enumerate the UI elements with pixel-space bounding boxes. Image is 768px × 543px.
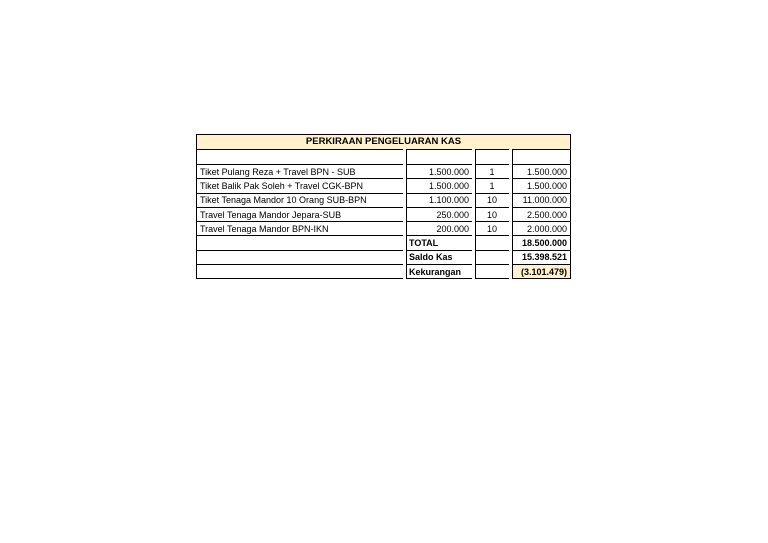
item-quantity: 10 [474, 207, 511, 221]
item-description: Tiket Tenaga Mandor 10 Orang SUB-BPN [197, 193, 405, 207]
table-row [197, 207, 571, 221]
item-description: Travel Tenaga Mandor BPN-IKN [197, 222, 405, 236]
table-row [197, 179, 571, 193]
shortage-row [197, 265, 571, 279]
item-quantity: 1 [474, 179, 511, 193]
item-description: Tiket Pulang Reza + Travel BPN - SUB [197, 165, 405, 179]
item-unit-price: 200.000 [405, 222, 474, 236]
item-total: 2.000.000 [511, 222, 571, 236]
saldo-label: Saldo Kas [405, 250, 474, 264]
cash-expense-table [196, 134, 571, 279]
shortage-value: (3.101.479) [511, 265, 571, 279]
blank-cell [197, 150, 405, 165]
blank-row [197, 150, 571, 165]
title-row [197, 135, 571, 150]
table-row [197, 193, 571, 207]
item-total: 1.500.000 [511, 179, 571, 193]
blank-cell [474, 250, 511, 264]
item-total: 11.000.000 [511, 193, 571, 207]
blank-cell [197, 250, 405, 264]
item-quantity: 10 [474, 193, 511, 207]
total-label: TOTAL [405, 236, 474, 250]
blank-cell [197, 265, 405, 279]
item-unit-price: 1.500.000 [405, 179, 474, 193]
saldo-value: 15.398.521 [511, 250, 571, 264]
blank-cell [474, 236, 511, 250]
shortage-label: Kekurangan [405, 265, 474, 279]
item-description: Tiket Balik Pak Soleh + Travel CGK-BPN [197, 179, 405, 193]
item-total: 1.500.000 [511, 165, 571, 179]
blank-cell [474, 265, 511, 279]
total-value: 18.500.000 [511, 236, 571, 250]
item-unit-price: 1.100.000 [405, 193, 474, 207]
blank-cell [197, 236, 405, 250]
table-row [197, 165, 571, 179]
blank-cell [474, 150, 511, 165]
saldo-row [197, 250, 571, 264]
item-description: Travel Tenaga Mandor Jepara-SUB [197, 207, 405, 221]
item-unit-price: 1.500.000 [405, 165, 474, 179]
blank-cell [511, 150, 571, 165]
item-quantity: 1 [474, 165, 511, 179]
item-quantity: 10 [474, 222, 511, 236]
table-title: PERKIRAAN PENGELUARAN KAS [197, 135, 571, 150]
item-total: 2.500.000 [511, 207, 571, 221]
blank-cell [405, 150, 474, 165]
total-row [197, 236, 571, 250]
item-unit-price: 250.000 [405, 207, 474, 221]
table-row [197, 222, 571, 236]
